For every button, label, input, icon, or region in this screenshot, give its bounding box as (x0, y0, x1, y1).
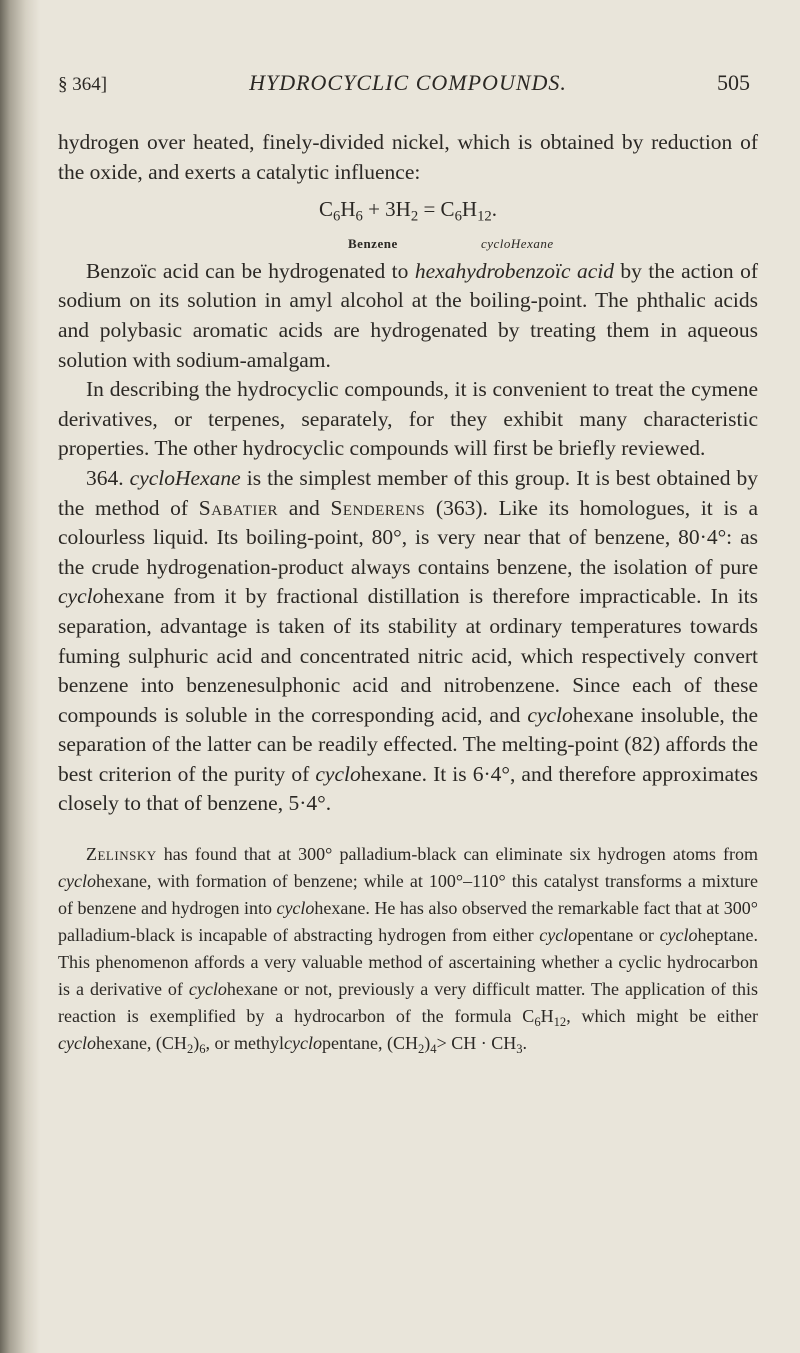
text-run: and (278, 495, 331, 520)
text-run: , which might be either (566, 1006, 758, 1027)
text-run: hexane, with formation of benzene; while at 100°–110° this catalyst transforms a mixture of benzene and hydrogen into (58, 871, 758, 919)
paragraph-hydrocyclic-intro: In describing the hydrocyclic compounds, it is convenient to treat the cymene derivatives, or terpenes, separately, for they exhibit many characteristic properties. The other hydrocyclic compounds will first be briefly reviewed. (58, 377, 758, 461)
small-print-note (58, 841, 758, 1057)
formula-subscript: 2 (186, 1041, 194, 1056)
author-sabatier: Sabatier (198, 495, 279, 520)
intro-paragraph: hydrogen over heated, finely-divided nickel, which is obtained by reduction of the oxide, and exerts a catalytic influence: (58, 130, 758, 184)
text-run: (363). Like its homologues, it is a colourless liquid. Its boiling-point, 80°, is very near that of benzene, 80·4°: as the crude hydrogenation-product always contains benzene, the isolation of pure (58, 495, 759, 579)
label-cyclohexane: cycloHexane (481, 235, 554, 251)
italic-prefix: cyclo (188, 979, 227, 1000)
text-run: heptane. This phenomenon affords a very valuable method of ascertaining whether a cyclic hydrocarbon is a derivative of (58, 925, 758, 1000)
italic-prefix: cyclo (58, 871, 96, 892)
formula-subscript: 3 (516, 1041, 523, 1056)
text-run: hexane. He has also observed the remarkable fact that at 300° palladium-black is incapable of abstracting hydrogen from either (58, 898, 758, 946)
italic-prefix: cyclo (315, 761, 361, 786)
text-run: has found that at 300° palladium-black can eliminate six hydrogen atoms from (156, 844, 758, 865)
formula-subscript: 12 (553, 1014, 567, 1029)
paragraph-benzoic-acid (58, 257, 758, 375)
text-run: > CH · CH (436, 1033, 517, 1054)
italic-prefix: cyclo (58, 584, 104, 609)
formula-subscript: 6 (199, 1041, 206, 1056)
paragraph-364 (58, 464, 758, 819)
italic-prefix: cyclo (284, 1033, 322, 1054)
compound-name: cycloHexane (129, 465, 241, 490)
equation-labels (58, 229, 758, 251)
italic-prefix: cyclo (539, 925, 578, 946)
text-run: hexane. It is 6·4°, and therefore approximates closely to that of benzene, 5·4°. (58, 761, 759, 816)
italic-prefix: cyclo (58, 1033, 96, 1054)
text-run: , or methyl (205, 1033, 285, 1054)
formula-subscript: 4 (430, 1041, 437, 1056)
author-senderens: Senderens (330, 495, 426, 520)
label-benzene: Benzene (348, 235, 398, 251)
running-header (58, 70, 758, 100)
term-hexahydrobenzoic-acid: hexahydrobenzoïc acid (414, 258, 614, 283)
author-zelinsky: Zelinsky (86, 844, 157, 865)
formula-subscript: 6 (534, 1014, 541, 1029)
italic-prefix: cyclo (527, 702, 573, 727)
page-binding-shadow (0, 0, 40, 1353)
text-run: hexane from it by fractional distillation is therefore impracticable. In its separation, advantage is taken of its stability at ordinary temperatures towards fuming sulphuric acid and concentrated nitric acid, which respectively convert benzene into benzenesulphonic acid and nitrobenzene. Since each of these compounds is soluble in the corresponding acid, and (58, 584, 758, 727)
text-run: by the action of sodium on its solution in amyl alcohol at the boiling-point. The phthalic acids and polybasic aromatic acids are hydrogenated by treating them in aqueous solution with sodium-amalgam. (58, 258, 759, 372)
text-run: Benzoïc acid can be hydrogenated to (86, 258, 415, 283)
note-paragraph: Zelinsky has found that at 300° palladium-black can eliminate six hydrogen atoms from cyclohexane, with formation of benzene; while at 100°–110° this catalyst transforms a mixture of benzene and hydrogen into cyclohexane. He has also observed the remarkable fact that at 300° palladium-black is incapable of abstracting hydrogen from either cyclopentane or cycloheptane. This phenomenon affords a very valuable method of ascertaining whether a cyclic hydrocarbon is a derivative of cyclohexane or not, previously a very difficult matter. The application of this reaction is exemplified by a hydrocarbon of the formula $C_6H_{12}$, which might be either cyclohexane, $(CH_2)_6$, or methylcyclopentane, $(CH_2)_4>$ CH · $CH_3$. (58, 844, 758, 1056)
text-run: pentane, (CH (322, 1033, 418, 1054)
text-run: hexane or not, previously a very difficult matter. The application of this reaction is exemplified by a hydrocarbon of the formula C (58, 979, 758, 1027)
reaction-equation: $C_6H_6 + 3H_2 = C_6H_{12}$. (318, 197, 498, 225)
section-number: 364. (86, 465, 124, 490)
page-number: 505 (717, 70, 750, 95)
italic-prefix: cyclo (659, 925, 698, 946)
section-reference: § 364] (58, 74, 108, 95)
formula-subscript: 2 (417, 1041, 425, 1056)
body-text (58, 128, 758, 1057)
italic-prefix: cyclo (276, 898, 315, 919)
text-run: hexane insoluble, the separation of the latter can be readily effected. The melting-point (82) affords the best criterion of the purity of (58, 702, 758, 786)
text-run: is the simplest member of this group. It is best obtained by the method of (58, 465, 758, 520)
text-run: hexane, (CH (95, 1033, 187, 1054)
text-run: pentane or (577, 925, 660, 946)
running-title: HYDROCYCLIC COMPOUNDS. (249, 70, 567, 95)
